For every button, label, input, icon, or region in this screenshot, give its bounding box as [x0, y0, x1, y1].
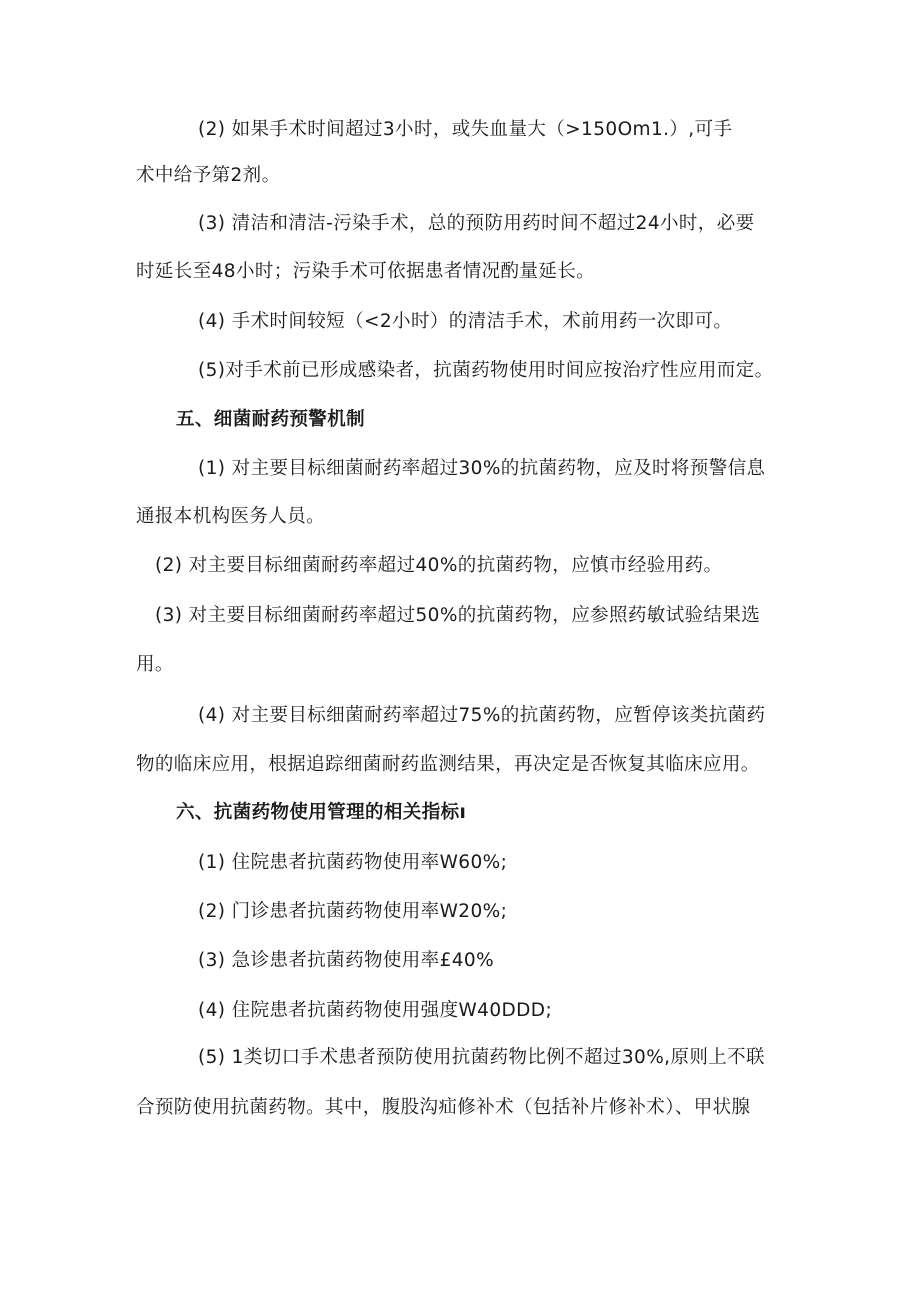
- paragraph-line: (3) 清洁和清洁-污染手术，总的预防用药时间不超过24小时，必要: [198, 213, 755, 234]
- list-item: (2) 门诊患者抗菌药物使用率W20%;: [198, 901, 508, 922]
- paragraph-line: 术中给予第2剂。: [136, 165, 281, 186]
- paragraph-line: (5) 1类切口手术患者预防使用抗菌药物比例不超过30%,原则上不联: [198, 1047, 765, 1068]
- paragraph-line: (2) 如果手术时间超过3小时，或失血量大（>150Om1.）,可手: [198, 119, 733, 140]
- paragraph-line: (5)对手术前已形成感染者，抗菌药物使用时间应按治疗性应用而定。: [198, 360, 774, 381]
- paragraph-line: (4) 对主要目标细菌耐药率超过75%的抗菌药物，应暂停该类抗菌药: [198, 705, 766, 726]
- paragraph-line: 时延长至48小时；污染手术可依据患者情况酌量延长。: [136, 261, 596, 282]
- paragraph-line: (1) 对主要目标细菌耐药率超过30%的抗菌药物，应及时将预警信息: [198, 458, 766, 479]
- paragraph-line: 用。: [136, 654, 174, 675]
- paragraph-line: (3) 对主要目标细菌耐药率超过50%的抗菌药物，应参照药敏试验结果选: [155, 605, 761, 626]
- list-item: (3) 急诊患者抗菌药物使用率£40%: [198, 950, 495, 971]
- paragraph-line: (4) 手术时间较短（<2小时）的清洁手术，术前用药一次即可。: [198, 311, 733, 332]
- section-heading: 六、抗菌药物使用管理的相关指标ı: [176, 802, 467, 823]
- paragraph-line: (2) 对主要目标细菌耐药率超过40%的抗菌药物，应慎市经验用药。: [155, 555, 723, 576]
- paragraph-line: 合预防使用抗菌药物。其中，腹股沟疝修补术（包括补片修补术）、甲状腺: [136, 1097, 751, 1118]
- section-heading: 五、细菌耐药预警机制: [176, 409, 366, 430]
- list-item: (4) 住院患者抗菌药物使用强度W40DDD;: [198, 1000, 553, 1021]
- paragraph-line: 通报本机构医务人员。: [136, 506, 326, 527]
- list-item: (1) 住院患者抗菌药物使用率W60%;: [198, 852, 508, 873]
- paragraph-line: 物的临床应用，根据追踪细菌耐药监测结果，再决定是否恢复其临床应用。: [136, 754, 760, 775]
